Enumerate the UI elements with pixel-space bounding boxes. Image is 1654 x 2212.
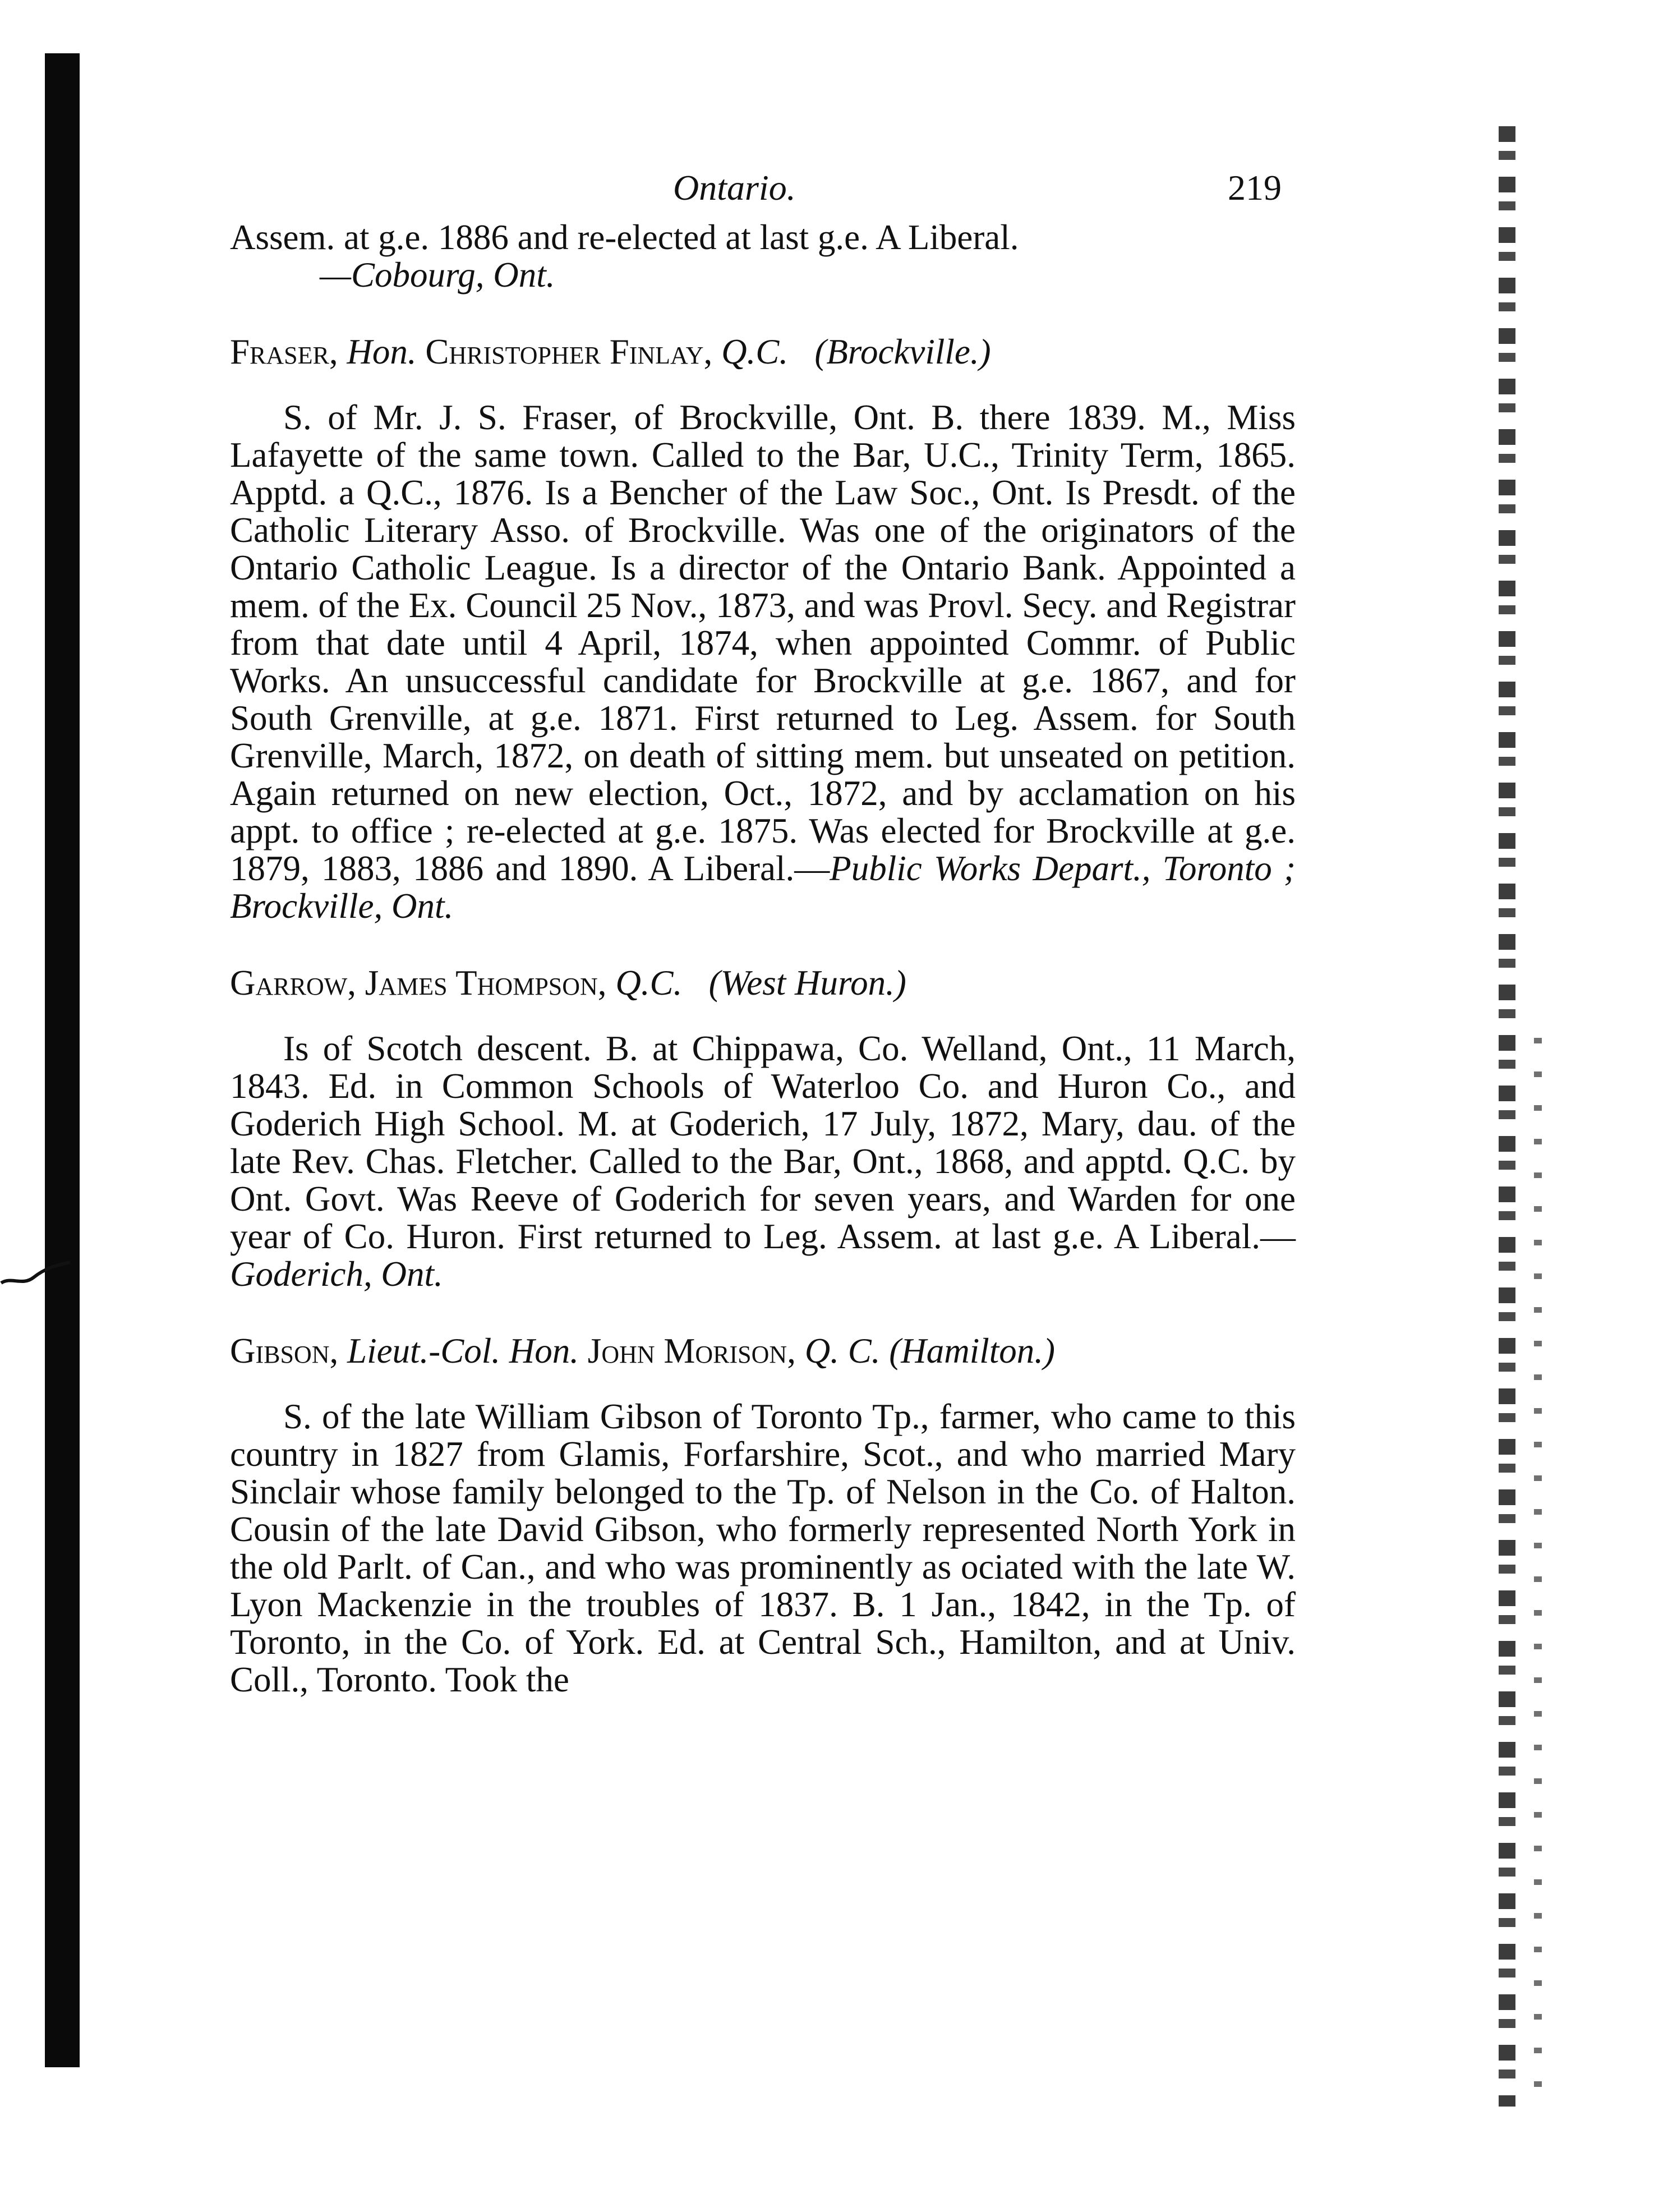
entry-address: Public Works Depart., Toronto ; Brockville, Ont.	[230, 849, 1296, 926]
entry-body-fraser	[230, 399, 1296, 925]
continuation-paragraph	[230, 219, 1296, 294]
entry-body-text: S. of Mr. J. S. Fraser, of Brockville, Ont. B. there 1839. M., Miss Lafayette of the same town. Called to the Bar, U.C., Trinity Term, 1865. Apptd. a Q.C., 1876. Is a Bencher of the Law Soc., Ont. Is Presdt. of the Catholic Literary Asso. of Brockville. Was one of the originators of the Ontario Catholic League. Is a director of the Ontario Bank. Appointed a mem. of the Ex. Council 25 Nov., 1873, and was Provl. Secy. and Registrar from that date until 4 April, 1874, when appointed Commr. of Public Works. An unsuccessful candidate for Brockville at g.e. 1867, and for South Grenville, at g.e. 1871. First returned to Leg. Assem. for South Grenville, March, 1872, on death of sitting mem. but unseated on petition. Again returned on new election, Oct., 1872, and by acclamation on his appt. to office ; re-elected at g.e. 1875. Was elected for Brockville at g.e. 1879, 1883, 1886 and 1890. A Liberal.—	[230, 398, 1296, 888]
entry-heading-garrow	[230, 964, 1296, 1002]
entry-constituency: (West Huron.)	[708, 963, 906, 1002]
entry-given-names: John Morison,	[587, 1331, 796, 1371]
entry-heading-fraser	[230, 333, 1296, 371]
entry-constituency: (Hamilton.)	[889, 1331, 1055, 1371]
entry-heading-gibson	[230, 1332, 1296, 1370]
entry-given-names: Christopher Finlay,	[425, 332, 713, 371]
entry-given-names: James Thompson,	[365, 963, 607, 1002]
page-number: 219	[1228, 168, 1282, 208]
entry-address: Goderich, Ont.	[230, 1254, 443, 1294]
entry-honour: Q. C.	[804, 1331, 881, 1371]
page-header	[230, 157, 1296, 219]
entry-surname: Fraser,	[230, 332, 338, 371]
continuation-text: Assem. at g.e. 1886 and re-elected at last g.e. A Liberal.	[230, 218, 1019, 257]
entry-title: Lieut.-Col. Hon.	[347, 1331, 579, 1371]
book-page	[230, 157, 1296, 1699]
scan-edge-bar	[45, 53, 80, 2067]
entry-constituency: (Brockville.)	[814, 332, 991, 371]
entry-surname: Garrow,	[230, 963, 357, 1002]
running-head: Ontario.	[673, 168, 796, 208]
entry-body-text: Is of Scotch descent. B. at Chippawa, Co. Welland, Ont., 11 March, 1843. Ed. in Common Schools of Waterloo Co. and Huron Co., and Goderich High School. M. at Goderich, 17 July, 1872, Mary, dau. of the late Rev. Chas. Fletcher. Called to the Bar, Ont., 1868, and apptd. Q.C. by Ont. Govt. Was Reeve of Goderich for seven years, and Warden for one year of Co. Huron. First returned to Leg. Assem. at last g.e. A Liberal.—	[230, 1029, 1296, 1256]
scan-margin-strip	[1499, 126, 1515, 2107]
continuation-address: —Cobourg, Ont.	[320, 255, 555, 295]
entry-title: Hon.	[347, 332, 417, 371]
entry-honour: Q.C.	[615, 963, 683, 1002]
entry-honour: Q.C.	[721, 332, 789, 371]
entry-body-garrow	[230, 1030, 1296, 1293]
scan-margin-strip-secondary	[1534, 1038, 1542, 2104]
entry-body-text: S. of the late William Gibson of Toronto Tp., farmer, who came to this country in 1827 from Glamis, Forfarshire, Scot., and who married Mary Sinclair whose family belonged to the Tp. of Nelson in the Co. of Halton. Cousin of the late David Gibson, who formerly represented North York in the old Parlt. of Can., and who was prominently as ociated with the late W. Lyon Mackenzie in the troubles of 1837. B. 1 Jan., 1842, in the Tp. of Toronto, in the Co. of York. Ed. at Central Sch., Hamilton, and at Univ. Coll., Toronto. Took the	[230, 1397, 1296, 1699]
entry-surname: Gibson,	[230, 1331, 339, 1371]
margin-mark	[0, 1259, 73, 1293]
entry-body-gibson	[230, 1398, 1296, 1699]
